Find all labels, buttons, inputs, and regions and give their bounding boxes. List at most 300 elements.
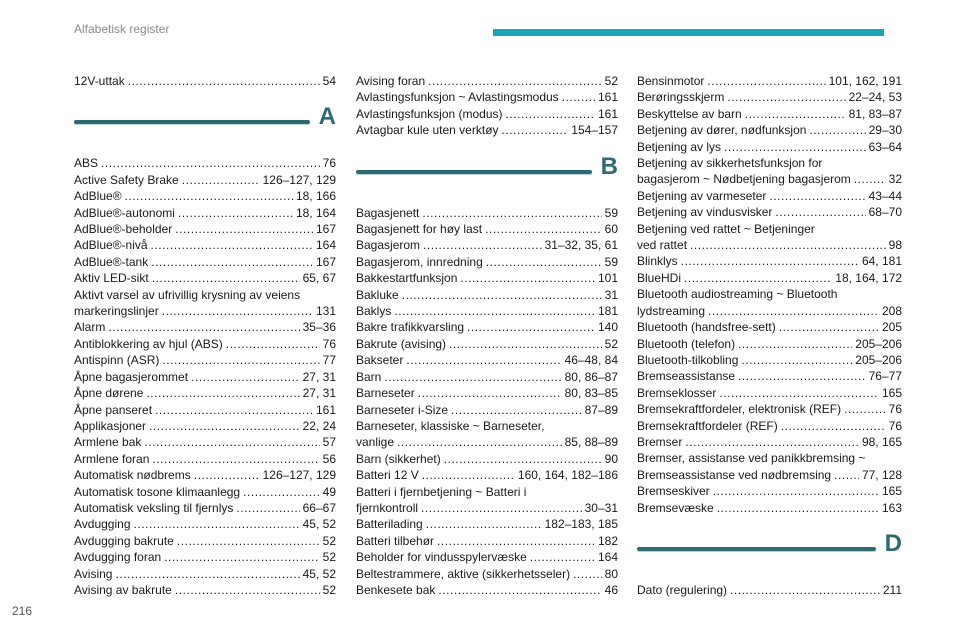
index-entry	[637, 237, 902, 253]
index-entry	[356, 106, 618, 122]
dot-leader	[164, 549, 319, 565]
dot-leader	[449, 336, 602, 352]
index-entry-lead: Bremser, assistanse ved panikkbremsing ~	[637, 451, 866, 466]
dot-leader	[178, 205, 293, 221]
index-entry	[637, 270, 902, 286]
index-term: Avtagbar kule uten verktøy	[356, 123, 499, 138]
index-page-ref: 68–70	[868, 205, 902, 220]
index-term: Bremseassistanse	[637, 369, 736, 384]
index-term: Automatisk nødbrems	[74, 468, 191, 483]
index-entry	[74, 221, 336, 237]
index-entry	[637, 253, 902, 269]
index-page-ref: 98, 165	[861, 434, 902, 449]
index-page-ref: 98	[888, 238, 902, 253]
index-entry	[356, 205, 618, 221]
index-page-ref: 31	[604, 287, 618, 302]
index-entry-lead: Betjening av sikkerhetsfunksjon for	[637, 156, 823, 171]
index-entry	[637, 303, 902, 319]
dot-leader	[779, 319, 879, 335]
index-entry	[74, 336, 336, 352]
dot-leader	[506, 106, 595, 122]
index-term: Batteri tilbehør	[356, 533, 435, 548]
index-page-ref: 60	[604, 222, 618, 237]
index-page-ref: 181	[597, 304, 618, 319]
index-page-ref: 76–77	[868, 369, 902, 384]
section-letter: A	[318, 103, 336, 131]
index-entry	[356, 270, 618, 286]
index-page-ref: 43–44	[868, 188, 902, 203]
index-term: Bakre trafikkvarsling	[356, 320, 465, 335]
index-term: Barn	[356, 369, 382, 384]
index-entry	[356, 303, 618, 319]
index-term: Bluetooth-tilkobling	[637, 352, 739, 367]
index-entry	[74, 451, 336, 467]
index-page-ref: 76	[888, 402, 902, 417]
index-term: Bremseassistanse ved nødbremsing	[637, 467, 832, 482]
index-term: Bluetooth (handsfree-sett)	[637, 320, 776, 335]
index-entry	[637, 106, 902, 122]
index-term: Alarm	[74, 320, 106, 335]
index-page-ref: 35–36	[302, 320, 336, 335]
index-entry	[356, 237, 618, 253]
index-entry	[637, 582, 902, 598]
index-term: Avdugging	[74, 517, 131, 532]
index-page-ref: 46–48, 84	[564, 353, 618, 368]
index-entry	[637, 401, 902, 417]
dot-leader	[724, 139, 866, 155]
index-page-ref: 165	[881, 385, 902, 400]
dot-leader	[151, 237, 313, 253]
dot-leader	[502, 122, 569, 138]
index-page-ref: 101	[597, 271, 618, 286]
index-term: Avdugging bakrute	[74, 533, 174, 548]
index-page-ref: 81, 83–87	[848, 106, 902, 121]
index-entry	[637, 204, 902, 220]
index-entry	[356, 369, 618, 385]
index-term: Bremsekraftfordeler, elektronisk (REF)	[637, 402, 842, 417]
index-page-ref: 160, 164, 182–186	[517, 468, 618, 483]
index-term: Bremsevæske	[637, 500, 714, 515]
index-term: Avlastingsfunksjon (modus)	[356, 106, 503, 121]
index-term: Åpne bagasjerommet	[74, 369, 189, 384]
index-page-ref: 52	[604, 336, 618, 351]
index-entry-lead: Betjening ved rattet ~ Betjeninger	[637, 221, 815, 236]
dot-leader	[451, 402, 582, 418]
running-header-title: Alfabetisk register	[74, 22, 170, 36]
index-term: fjernkontroll	[356, 500, 419, 515]
index-term: Berøringsskjerm	[637, 90, 725, 105]
index-entry	[74, 188, 336, 204]
index-entry	[74, 254, 336, 270]
index-page-ref: 126–127, 129	[262, 468, 336, 483]
dot-leader	[108, 319, 299, 335]
dot-leader	[144, 434, 319, 450]
index-entry	[74, 352, 336, 368]
index-term: Åpne panseret	[74, 402, 153, 417]
index-entry	[356, 319, 618, 335]
dot-leader	[152, 270, 300, 286]
dot-leader	[162, 352, 319, 368]
index-entry	[637, 336, 902, 352]
index-term: Antiblokkering av hjul (ABS)	[74, 336, 223, 351]
section-heading	[637, 529, 902, 574]
index-entry	[356, 287, 618, 303]
section-heading	[356, 152, 618, 197]
dot-leader	[384, 369, 561, 385]
index-term: markeringslinjer	[74, 304, 159, 319]
index-entry	[637, 171, 902, 187]
index-page-ref: 87–89	[584, 402, 618, 417]
index-entry	[74, 155, 336, 171]
dot-leader	[485, 221, 602, 237]
index-entry	[637, 385, 902, 401]
index-entry	[637, 188, 902, 204]
dot-leader	[125, 188, 293, 204]
dot-leader	[727, 89, 845, 105]
index-term: Avlastingsfunksjon ~ Avlastingsmodus	[356, 90, 559, 105]
index-entry	[356, 352, 618, 368]
index-term: Bensinmotor	[637, 74, 705, 88]
index-term: Active Safety Brake	[74, 172, 179, 187]
index-term: Barn (sikkerhet)	[356, 451, 441, 466]
index-page-ref: 29–30	[868, 123, 902, 138]
index-term: BlueHDi	[637, 270, 682, 285]
index-entry	[356, 385, 618, 401]
index-entry	[637, 467, 902, 483]
index-page-ref: 52	[322, 582, 336, 597]
dot-leader	[681, 253, 859, 269]
index-entry	[74, 270, 336, 286]
index-page-ref: 131	[315, 304, 336, 319]
index-term: Beltestrammere, aktive (sikkerhetsseler)	[356, 566, 571, 581]
dot-leader	[149, 418, 300, 434]
section-rule	[74, 120, 310, 124]
index-term: Betjening av dører, nødfunksjon	[637, 123, 807, 138]
index-page-ref: 45, 52	[302, 517, 336, 532]
dot-leader	[422, 205, 601, 221]
dot-leader	[418, 385, 562, 401]
index-term: Bremseklosser	[637, 385, 717, 400]
dot-leader	[397, 434, 562, 450]
index-entry	[356, 533, 618, 549]
index-entry	[74, 434, 336, 450]
index-entry	[637, 352, 902, 368]
index-term: Automatisk tosone klimaanlegg	[74, 484, 241, 499]
index-term: Betjening av lys	[637, 139, 722, 154]
dot-leader	[562, 89, 595, 105]
index-page-ref: 205–206	[855, 336, 902, 351]
index-page-ref: 76	[322, 336, 336, 351]
index-term: Bakkestartfunksjon	[356, 271, 458, 286]
index-entry	[356, 566, 618, 582]
index-page-ref: 27, 31	[302, 369, 336, 384]
index-entry	[74, 516, 336, 532]
index-term: Bagasjerom, innredning	[356, 254, 483, 269]
index-term: Benkesete bak	[356, 582, 436, 597]
dot-leader	[194, 467, 260, 483]
index-term: ved rattet	[637, 238, 688, 253]
dot-leader	[834, 467, 859, 483]
page-number: 216	[12, 604, 33, 618]
index-term: AdBlue®-beholder	[74, 222, 173, 237]
index-term: Armlene bak	[74, 435, 142, 450]
dot-leader	[162, 303, 313, 319]
index-term: Bagasjenett	[356, 205, 420, 220]
dot-leader	[467, 319, 595, 335]
dot-leader	[394, 303, 595, 319]
index-page-ref: 77	[322, 353, 336, 368]
index-entry	[74, 500, 336, 516]
dot-leader	[854, 171, 886, 187]
index-page-ref: 18, 164, 172	[835, 270, 902, 285]
section-rule	[356, 170, 592, 174]
index-term: Barneseter	[356, 386, 415, 401]
index-entry	[356, 467, 618, 483]
index-entry	[74, 319, 336, 335]
index-term: lydstreaming	[637, 303, 706, 318]
dot-leader	[426, 516, 542, 532]
dot-leader	[573, 566, 602, 582]
index-entry	[74, 237, 336, 253]
index-entry	[356, 336, 618, 352]
dot-leader	[146, 385, 299, 401]
index-term: Bakrute (avising)	[356, 336, 447, 351]
index-entry-lead: Barneseter, klassiske ~ Barneseter,	[356, 418, 545, 433]
index-term: AdBlue®-nivå	[74, 238, 148, 253]
index-entry	[356, 500, 618, 516]
index-page-ref: 101, 162, 191	[828, 74, 902, 88]
index-page-ref: 57	[322, 435, 336, 450]
index-page-ref: 49	[322, 484, 336, 499]
index-entry	[637, 319, 902, 335]
section-rule	[637, 547, 876, 551]
index-page-ref: 208	[881, 303, 902, 318]
index-entry	[637, 500, 902, 516]
index-term: Dato (regulering)	[637, 582, 728, 597]
index-entry	[74, 566, 336, 582]
index-term: AdBlue®-tank	[74, 254, 149, 269]
index-term: Avdugging foran	[74, 550, 162, 565]
index-entry	[637, 483, 902, 499]
index-term: AdBlue®-autonomi	[74, 205, 175, 220]
header-accent-bar	[493, 29, 884, 36]
index-term: Bakluke	[356, 287, 399, 302]
dot-leader	[423, 237, 542, 253]
index-term: Avising foran	[356, 74, 426, 88]
index-page-ref: 211	[882, 582, 902, 597]
dot-leader	[243, 484, 320, 500]
index-page-ref: 182–183, 185	[544, 517, 618, 532]
dot-leader	[713, 483, 879, 499]
index-entry	[74, 369, 336, 385]
dot-leader	[101, 155, 320, 171]
section-letter: D	[884, 529, 902, 557]
index-term: Avising	[74, 566, 113, 581]
index-entry	[356, 451, 618, 467]
index-term: Batteri 12 V	[356, 468, 419, 483]
index-term: Betjening av varmeseter	[637, 188, 767, 203]
index-page-ref: 52	[604, 74, 618, 88]
index-page-ref: 90	[604, 451, 618, 466]
dot-leader	[738, 368, 866, 384]
dot-leader	[707, 73, 825, 89]
index-term: Bremseskiver	[637, 484, 710, 499]
dot-leader	[177, 533, 320, 549]
dot-leader	[685, 434, 859, 450]
dot-leader	[437, 533, 595, 549]
index-entry	[74, 385, 336, 401]
index-entry	[74, 582, 336, 598]
index-page-ref: 45, 52	[302, 566, 336, 581]
dot-leader	[717, 500, 879, 516]
index-term: Blinklys	[637, 254, 678, 269]
index-page-ref: 22, 24	[302, 418, 336, 433]
dot-leader	[402, 287, 602, 303]
dot-leader	[175, 221, 313, 237]
index-term: Bakseter	[356, 353, 404, 368]
dot-leader	[745, 106, 846, 122]
index-entry	[356, 73, 618, 89]
index-term: Automatisk veksling til fjernlys	[74, 500, 234, 515]
index-entry	[637, 368, 902, 384]
index-entry	[356, 89, 618, 105]
index-page-ref: 59	[604, 254, 618, 269]
index-entry	[74, 533, 336, 549]
index-term: vanlige	[356, 435, 395, 450]
dot-leader	[486, 254, 602, 270]
index-entry-lead: Aktivt varsel av ufrivillig krysning av veiens	[74, 287, 301, 302]
index-page-ref: 18, 166	[295, 189, 336, 204]
dot-leader	[428, 73, 601, 89]
index-entry	[637, 418, 902, 434]
index-entry	[356, 582, 618, 598]
index-page-ref: 32	[888, 172, 902, 187]
index-entry	[356, 402, 618, 418]
index-term: Aktiv LED-sikt	[74, 271, 149, 286]
index-term: Bremser	[637, 434, 683, 449]
index-page-ref: 64, 181	[861, 254, 902, 269]
dot-leader	[741, 352, 852, 368]
dot-leader	[151, 254, 313, 270]
index-entry-lead: Bluetooth audiostreaming ~ Bluetooth	[637, 287, 838, 302]
dot-leader	[182, 172, 260, 188]
dot-leader	[191, 369, 300, 385]
index-term: Applikasjoner	[74, 418, 147, 433]
dot-leader	[719, 385, 879, 401]
index-entry-lead: Batteri i fjernbetjening ~ Batteri i	[356, 484, 527, 499]
index-page-ref: 165	[881, 484, 902, 499]
dot-leader	[406, 352, 561, 368]
index-entry	[74, 402, 336, 418]
dot-leader	[152, 451, 319, 467]
dot-leader	[421, 500, 582, 516]
index-entry	[74, 303, 336, 319]
index-entry	[74, 549, 336, 565]
index-page-ref: 27, 31	[302, 386, 336, 401]
index-term: bagasjerom ~ Nødbetjening bagasjerom	[637, 172, 851, 187]
dot-leader	[155, 402, 313, 418]
index-page-ref: 80, 86–87	[564, 369, 618, 384]
dot-leader	[460, 270, 595, 286]
index-column-1	[74, 73, 336, 598]
index-term: Bagasjerom	[356, 238, 421, 253]
index-term: Batterilading	[356, 517, 423, 532]
index-term: Beskyttelse av barn	[637, 106, 742, 121]
index-term: Bagasjenett for høy last	[356, 222, 483, 237]
index-term: AdBlue®	[74, 189, 122, 204]
index-entry	[637, 434, 902, 450]
index-entry	[637, 73, 902, 89]
index-column-2	[356, 73, 618, 598]
section-letter: B	[600, 152, 618, 180]
dot-leader	[530, 549, 595, 565]
index-page-ref: 80, 83–85	[564, 386, 618, 401]
index-term: 12V-uttak	[74, 74, 125, 88]
index-entry	[356, 254, 618, 270]
index-page-ref: 167	[315, 222, 336, 237]
dot-leader	[844, 401, 886, 417]
index-page-ref: 52	[322, 533, 336, 548]
index-term: Betjening av vindusvisker	[637, 205, 773, 220]
index-entry	[356, 122, 618, 138]
index-page-ref: 140	[597, 320, 618, 335]
index-page-ref: 126–127, 129	[262, 172, 336, 187]
index-entry	[74, 172, 336, 188]
index-entry	[74, 73, 336, 89]
index-page-ref: 59	[604, 205, 618, 220]
index-page-ref: 163	[881, 500, 902, 515]
index-entry	[74, 205, 336, 221]
dot-leader	[422, 467, 515, 483]
dot-leader	[730, 582, 880, 598]
dot-leader	[236, 500, 299, 516]
dot-leader	[769, 188, 865, 204]
index-term: ABS	[74, 156, 99, 171]
index-page-ref: 22–24, 53	[848, 90, 902, 105]
index-page-ref: 205	[881, 320, 902, 335]
index-term: Antispinn (ASR)	[74, 353, 160, 368]
index-entry	[74, 467, 336, 483]
index-term: Armlene foran	[74, 451, 150, 466]
index-entry	[637, 139, 902, 155]
dot-leader	[708, 303, 879, 319]
index-page-ref: 54	[322, 74, 336, 88]
dot-leader	[115, 566, 299, 582]
index-page-ref: 80	[604, 566, 618, 581]
dot-leader	[438, 582, 601, 598]
index-page-ref: 182	[597, 533, 618, 548]
index-page-ref: 30–31	[584, 500, 618, 515]
index-entry	[74, 418, 336, 434]
index-page-ref: 46	[604, 582, 618, 597]
index-page-ref: 63–64	[868, 139, 902, 154]
dot-leader	[134, 516, 300, 532]
index-page-ref: 18, 164	[295, 205, 336, 220]
dot-leader	[781, 418, 886, 434]
dot-leader	[738, 336, 852, 352]
index-page-ref: 161	[315, 402, 336, 417]
index-page-ref: 31–32, 35, 61	[544, 238, 618, 253]
index-entry	[637, 89, 902, 105]
dot-leader	[775, 204, 865, 220]
index-term: Baklys	[356, 304, 392, 319]
index-entry	[356, 221, 618, 237]
index-page-ref: 85, 88–89	[564, 435, 618, 450]
section-heading	[74, 103, 336, 147]
index-page-ref: 52	[322, 550, 336, 565]
index-entry	[356, 549, 618, 565]
index-term: Bluetooth (telefon)	[637, 336, 736, 351]
